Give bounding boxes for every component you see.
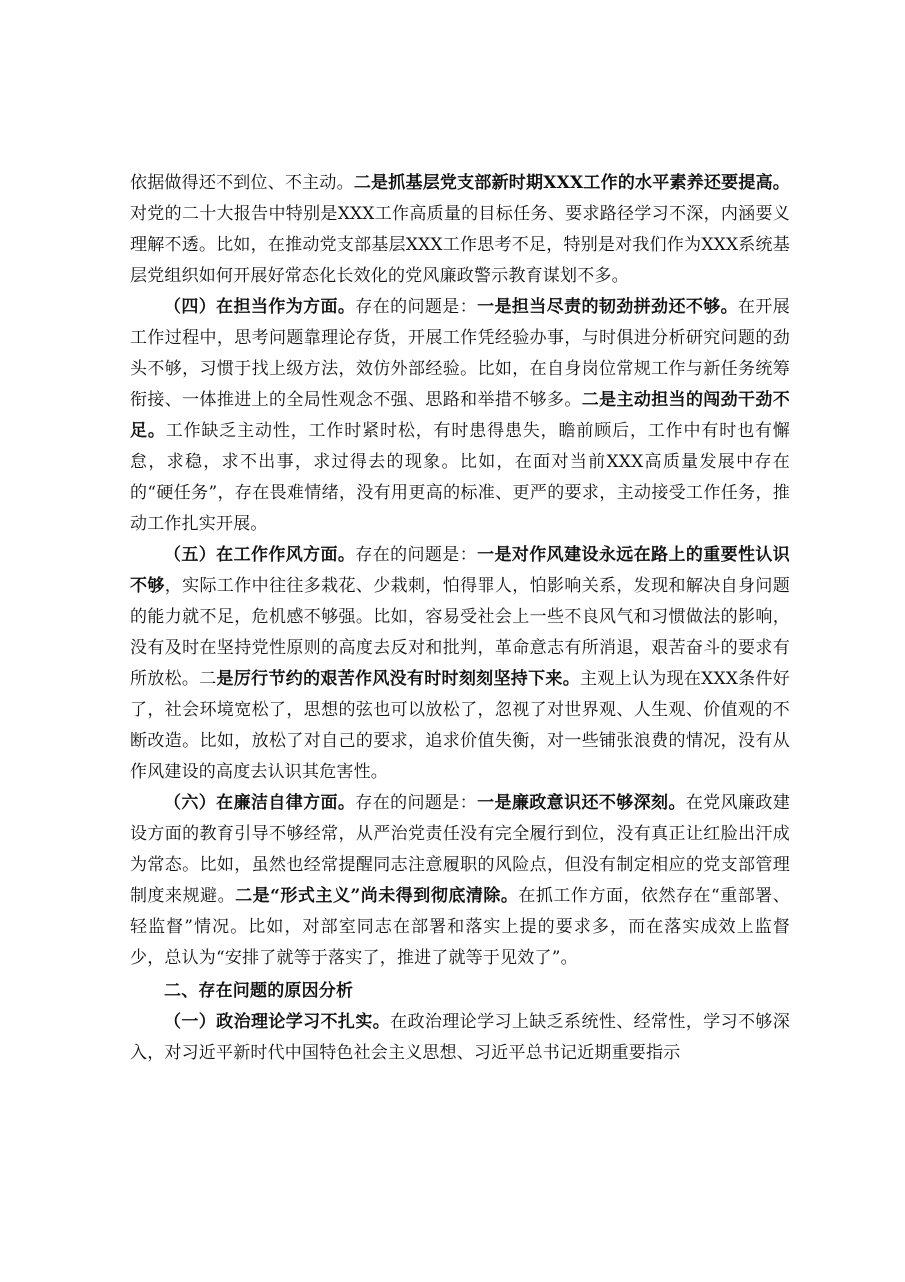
text-run-bold: 二是抓基层党支部新时期XXX工作的水平素养还要提高。 bbox=[353, 173, 790, 193]
document-body bbox=[130, 168, 790, 1069]
text-run: 存在的问题是： bbox=[355, 545, 478, 565]
text-run: 依据做得还不到位、不主动。 bbox=[130, 173, 354, 193]
section-heading: （一）政治理论学习不扎实。 bbox=[164, 1012, 391, 1032]
text-run: ，实际工作中往往多栽花、少栽刺，怕得罪人，怕影响关系，发现和解决自身问题的能力就不足，危机感不够强。比如，容易受社会上一些不良风气和习惯做法的影响，没有及时在坚持党性原则的高度去反对和批判，革命意志有所消退，艰苦奋斗的要求有所放松。二 bbox=[130, 576, 790, 689]
paragraph-continuation bbox=[130, 168, 790, 292]
text-run: 在党风廉政建设方面的教育引导不够经常，从严治党责任没有完全履行到位，没有真正让红脸出汗成为常态。比如，虽然也经常提醒同志注意履职的风险点，但没有制定相应的党支部管理制度来规避。 bbox=[130, 793, 791, 906]
text-run: 存在的问题是： bbox=[355, 793, 478, 813]
text-run-bold: 二是主动担当的闯劲干劲不足。 bbox=[130, 390, 791, 441]
text-run: 对党的二十大报告中特别是XXX工作高质量的目标任务、要求路径学习不深，内涵要义理解不透。比如，在推动党支部基层XXX工作思考不足，特别是对我们作为XXX系统基层党组织如何开展好常态化长效化的党风廉政警示教育谋划不多。 bbox=[130, 204, 790, 286]
text-run-bold: 是厉行节约的艰苦作风没有时时刻刻坚持下来。 bbox=[216, 669, 581, 689]
section-heading: （六）在廉洁自律方面。 bbox=[164, 793, 356, 813]
text-run: 在政治理论学习上缺乏系统性、经常性，学习不够深入，对习近平新时代中国特色社会主义思想、习近平总书记近期重要指示 bbox=[130, 1012, 790, 1063]
paragraph-section-6 bbox=[130, 788, 790, 974]
text-run-bold: 一是担当尽责的韧劲拼劲还不够。 bbox=[477, 297, 739, 317]
text-run-bold: 一是廉政意识还不够深刻。 bbox=[477, 793, 686, 813]
text-run: 存在的问题是： bbox=[355, 297, 478, 317]
paragraph-section-5 bbox=[130, 540, 790, 788]
paragraph-cause-1 bbox=[130, 1007, 790, 1069]
chapter-heading bbox=[130, 976, 790, 1007]
text-run: 在抓工作方面，依然存在“重部署、轻监督”情况。比如，对部室同志在部署和落实上提的要求多，而在落实成效上监督少，总认为“安排了就等于落实了，推进了就等于见效了”。 bbox=[130, 886, 790, 968]
text-run-bold: 二是“形式主义”尚未得到彻底清除。 bbox=[235, 886, 519, 906]
section-heading: （四）在担当作为方面。 bbox=[164, 297, 356, 317]
section-heading: （五）在工作作风方面。 bbox=[164, 545, 356, 565]
paragraph-section-4 bbox=[130, 292, 790, 540]
text-run: 在开展工作过程中，思考问题靠理论存货，开展工作凭经验办事，与时俱进分析研究问题的劲头不够，习惯于找上级方法，效仿外部经验。比如，在自身岗位常规工作与新任务统筹衔接、一体推进上的全局性观念不强、思路和举措不够多。 bbox=[130, 297, 791, 410]
text-run: 工作缺乏主动性，工作时紧时松，有时患得患失，瞻前顾后，工作中有时也有懈怠，求稳，求不出事，求过得去的现象。比如，在面对当前XXX高质量发展中存在的“硬任务”，存在畏难情绪，没有用更高的标准、更严的要求，主动接受工作任务，推动工作扎实开展。 bbox=[130, 421, 790, 534]
chapter-heading-text: 二、存在问题的原因分析 bbox=[164, 981, 354, 1001]
text-run: 主观上认为现在XXX条件好了，社会环境宽松了，思想的弦也可以放松了，忽视了对世界观、人生观、价值观的不断改造。比如，放松了对自己的要求，追求价值失衡，对一些铺张浪费的情况，没有从作风建设的高度去认识其危害性。 bbox=[130, 669, 790, 782]
text-run-bold: 一是对作风建设永远在路上的重要性认识不够 bbox=[130, 545, 791, 596]
